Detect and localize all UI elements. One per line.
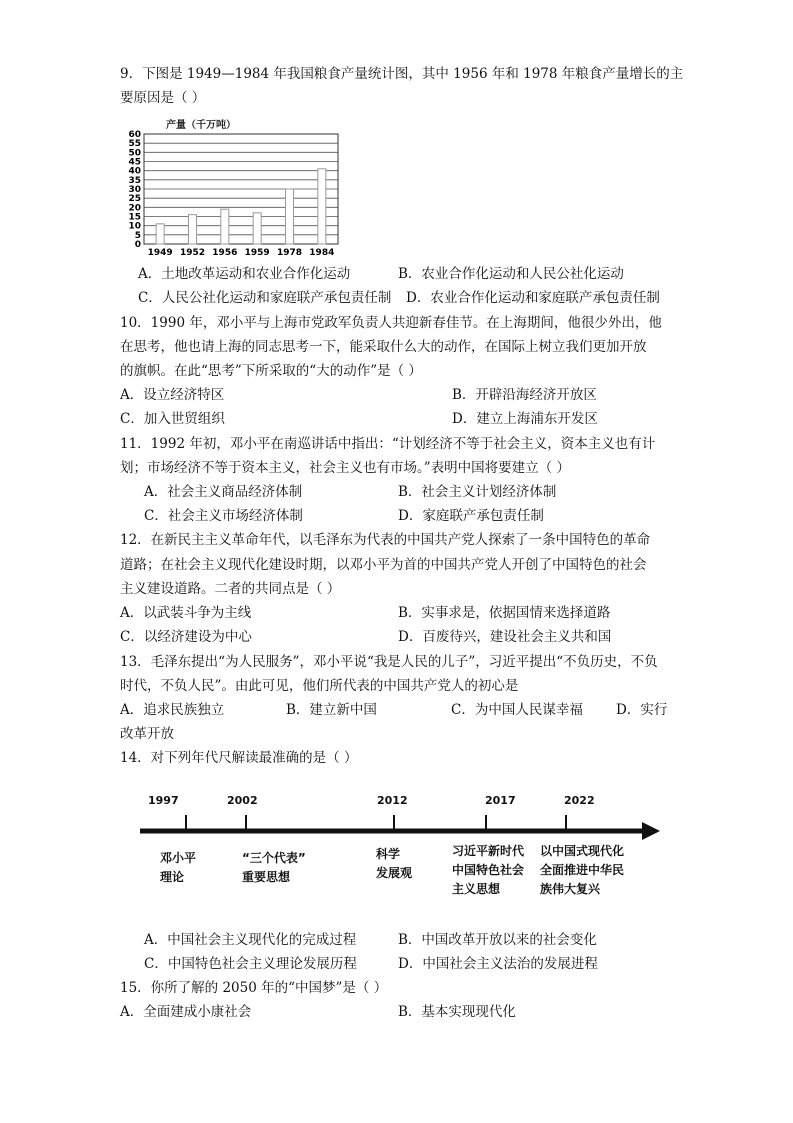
timeline-label-2017: 习近平新时代 中国特色社会 主义思想 [452,844,525,896]
q10-option-d: D．建立上海浦东开发区 [452,411,598,427]
q15-option-b: B．基本实现现代化 [398,1004,516,1020]
q10-option-a: A．设立经济特区 [120,387,225,403]
chart-xtick-label: 1984 [309,248,335,258]
timeline-ruler [130,785,670,905]
q12-stem-line1: 12．在新民主主义革命年代，以毛泽东为代表的中国共产党人探索了一条中国特色的革命 [120,532,651,548]
chart-xtick-label: 1949 [147,248,173,258]
chart-xtick-label: 1956 [212,248,238,258]
chart-ytick-label: 60 [128,130,141,140]
timeline-year-1997: 1997 [148,794,179,807]
timeline-year-2022: 2022 [564,794,595,807]
q12-stem-line2: 道路；在社会主义现代化建设时期，以邓小平为首的中国共产党人开创了中国特色的社会 [120,557,647,573]
timeline-label-2022: 以中国式现代化 全面推进中华民 族伟大复兴 [540,844,625,896]
chart-xtick-label: 1978 [276,248,303,258]
chart-ytick-label: 40 [128,166,141,177]
timeline-year-2002: 2002 [227,794,258,807]
q14-option-c: C．中国特色社会主义理论发展历程 [144,956,357,972]
chart-ytick-label: 25 [128,194,141,205]
chart-bar-1956 [221,209,229,244]
chart-ytick-label: 0 [134,240,141,250]
chart-ytick-label: 20 [128,203,141,214]
chart-ytick-label: 5 [134,230,141,241]
q11-option-b: B．社会主义计划经济体制 [398,484,557,500]
q12-option-c: C．以经济建设为中心 [120,629,252,645]
q14-option-d: D．中国社会主义法治的发展进程 [398,956,598,972]
chart-ytick-label: 15 [128,212,141,223]
chart-ytick-label: 10 [128,221,141,232]
q12-stem-line3: 主义建设道路。二者的共同点是（ ） [120,581,341,597]
q13-option-a: A．追求民族独立 [120,702,225,718]
timeline-label-2012: 科学 发展观 [376,847,413,880]
q10-option-b: B．开辟沿海经济开放区 [452,387,597,403]
q11-option-c: C．社会主义市场经济体制 [144,508,303,524]
q9-option-a: A．土地改革运动和农业合作化运动 [138,266,351,282]
q15-stem: 15．你所了解的 2050 年的“中国梦”是（ ） [120,980,388,996]
q10-stem-line3: 的旗帜。在此“思考”下所采取的“大的动作”是（ ） [120,363,422,379]
chart-xtick-label: 1959 [244,248,270,258]
q12-option-d: D．百废待兴，建设社会主义共和国 [398,629,612,645]
chart-bar-1952 [189,215,197,244]
timeline-year-2017: 2017 [485,794,516,807]
q10-stem-line2: 在思考，他也请上海的同志思考一下，能采取什么大的动作，在国际上树立我们更加开放 [120,339,647,355]
chart-bar-1978 [286,189,294,244]
chart-ytick-label: 50 [128,148,141,159]
chart-ylabel: 产量（千万吨） [166,120,236,131]
q14-option-b: B．中国改革开放以来的社会变化 [398,932,597,948]
q12-option-a: A．以武装斗争为主线 [120,605,252,621]
timeline-label-2002: “三个代表” 重要思想 [242,851,306,884]
q10-stem-line1: 10．1990 年，邓小平与上海市党政军负责人共迎新春佳节。在上海期间，他很少外出，他 [120,315,662,331]
q9-option-b: B．农业合作化运动和人民公社化运动 [398,266,624,282]
q9-option-d: D．农业合作化运动和家庭联产承包责任制 [406,290,660,306]
q12-option-b: B．实事求是，依据国情来选择道路 [398,605,611,621]
q15-option-a: A．全面建成小康社会 [120,1004,252,1020]
q11-stem-line2: 划；市场经济不等于资本主义，社会主义也有市场。”表明中国将要建立（ ） [120,460,570,476]
timeline-label-1997: 邓小平 理论 [160,851,197,884]
q11-stem-line1: 11．1992 年初，邓小平在南巡讲话中指出：“计划经济不等于社会主义，资本主义也有计 [120,436,656,452]
chart-bar-1984 [318,169,326,244]
chart-ytick-label: 35 [128,175,141,186]
chart-ytick-label: 30 [128,185,141,195]
timeline-arrowhead [642,822,660,840]
q9-stem-line2: 要原因是（ ） [120,90,206,106]
q14-option-a: A．中国社会主义现代化的完成过程 [144,932,357,948]
grain-output-chart [120,118,350,260]
q13-stem-line1: 13．毛泽东提出“为人民服务”，邓小平说“我是人民的儿子”，习近平提出“不负历史，不负 [120,654,658,670]
q14-stem: 14．对下列年代尺解读最准确的是（ ） [120,750,358,766]
q13-option-b: B．建立新中国 [286,702,377,718]
chart-bar-1949 [156,224,164,244]
chart-xtick-label: 1952 [179,248,206,258]
q10-option-c: C．加入世贸组织 [120,411,225,427]
q9-option-c: C．人民公社化运动和家庭联产承包责任制 [138,290,392,306]
q13-option-d: D．实行 [616,702,668,718]
chart-ytick-label: 45 [128,157,141,168]
q13-option-d-wrap: 改革开放 [120,726,174,742]
chart-ytick-label: 55 [128,139,141,150]
timeline-year-2012: 2012 [377,794,408,807]
q11-option-a: A．社会主义商品经济体制 [144,484,303,500]
chart-bar-1959 [253,213,261,244]
q13-option-c: C．为中国人民谋幸福 [451,702,583,718]
q11-option-d: D．家庭联产承包责任制 [398,508,544,524]
q9-stem-line1: 9．下图是 1949—1984 年我国粮食产量统计图，其中 1956 年和 1978 年粮食产量增长的主 [120,66,684,82]
q13-stem-line2: 时代，不负人民”。由此可见，他们所代表的中国共产党人的初心是 [120,678,519,694]
